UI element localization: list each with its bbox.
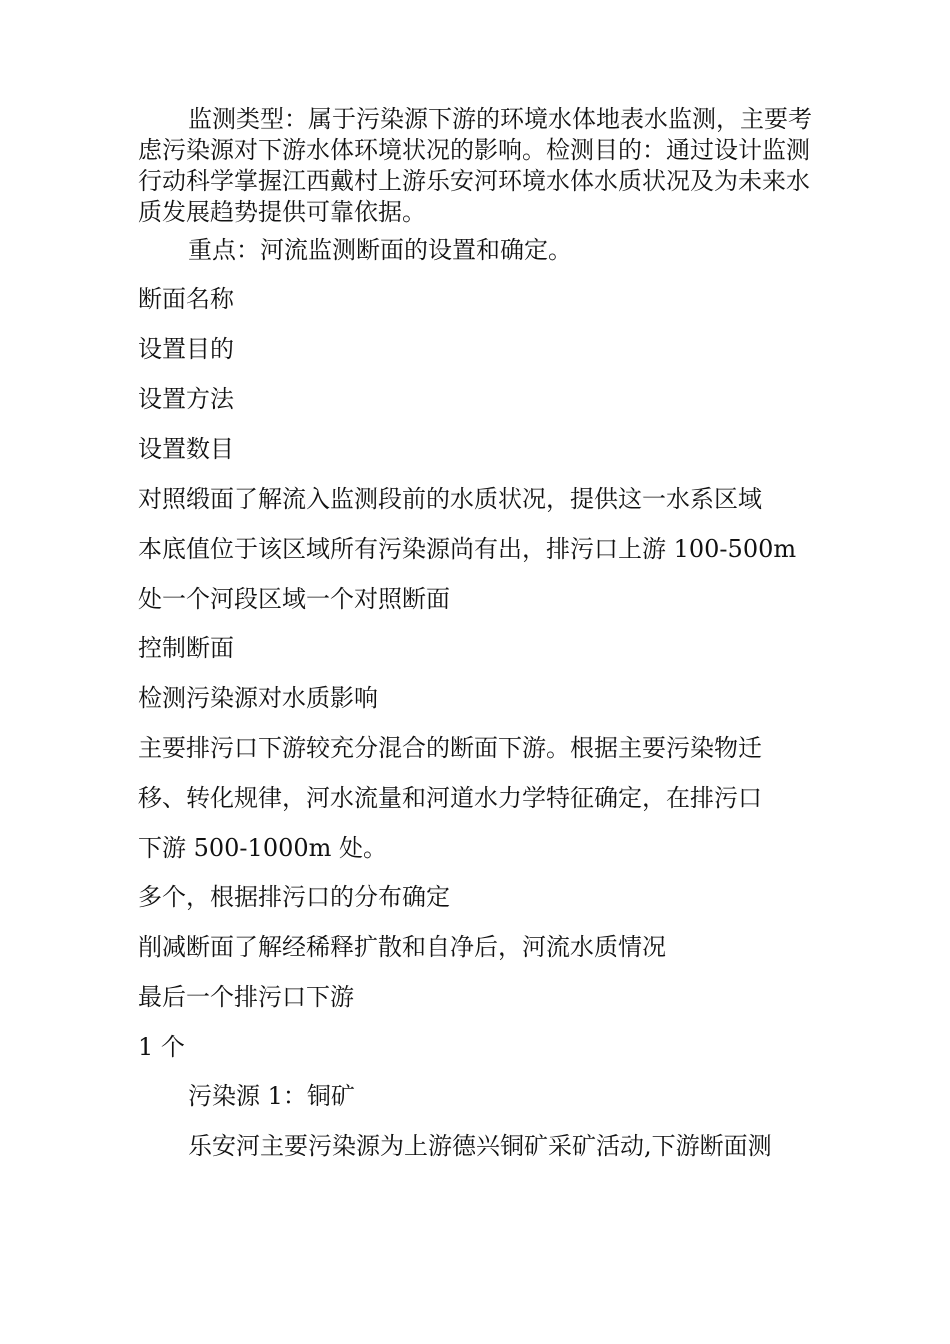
purpose-label: 设置目的 bbox=[138, 335, 234, 363]
section-name-label: 断面名称 bbox=[138, 285, 234, 313]
method-label: 设置方法 bbox=[138, 385, 234, 413]
text-line: 移、转化规律，河水流量和河道水力学特征确定，在排污口 bbox=[138, 784, 762, 812]
text-line: 下游 500-1000m 处。 bbox=[138, 834, 388, 862]
text-line: 处一个河段区域一个对照断面 bbox=[138, 585, 450, 613]
text-line: 对照缎面了解流入监测段前的水质状况，提供这一水系区域 bbox=[138, 485, 762, 513]
focus-line: 重点：河流监测断面的设置和确定。 bbox=[188, 236, 572, 264]
text-line: 检测污染源对水质影响 bbox=[138, 684, 378, 712]
text-line: 多个，根据排污口的分布确定 bbox=[138, 883, 450, 911]
text-line: 本底值位于该区域所有污染源尚有出，排污口上游 100-500m bbox=[138, 535, 797, 563]
control-section-label: 控制断面 bbox=[138, 634, 234, 662]
text-line: 主要排污口下游较充分混合的断面下游。根据主要污染物迁 bbox=[138, 734, 762, 762]
count-label: 设置数目 bbox=[138, 435, 234, 463]
text-line: 削减断面了解经稀释扩散和自净后，河流水质情况 bbox=[138, 933, 666, 961]
source-heading: 污染源 1：铜矿 bbox=[188, 1082, 355, 1110]
source-text: 乐安河主要污染源为上游德兴铜矿采矿活动,下游断面测 bbox=[188, 1132, 772, 1160]
text-line: 最后一个排污口下游 bbox=[138, 983, 354, 1011]
intro-paragraph: 监测类型：属于污染源下游的环境水体地表水监测，主要考虑污染源对下游水体环境状况的影响。检测目的：通过设计监测行动科学掌握江西戴村上游乐安河环境水体水质状况及为未来水质发展趋势提供可靠依据。 bbox=[138, 105, 812, 226]
text-line: 1 个 bbox=[138, 1033, 185, 1061]
